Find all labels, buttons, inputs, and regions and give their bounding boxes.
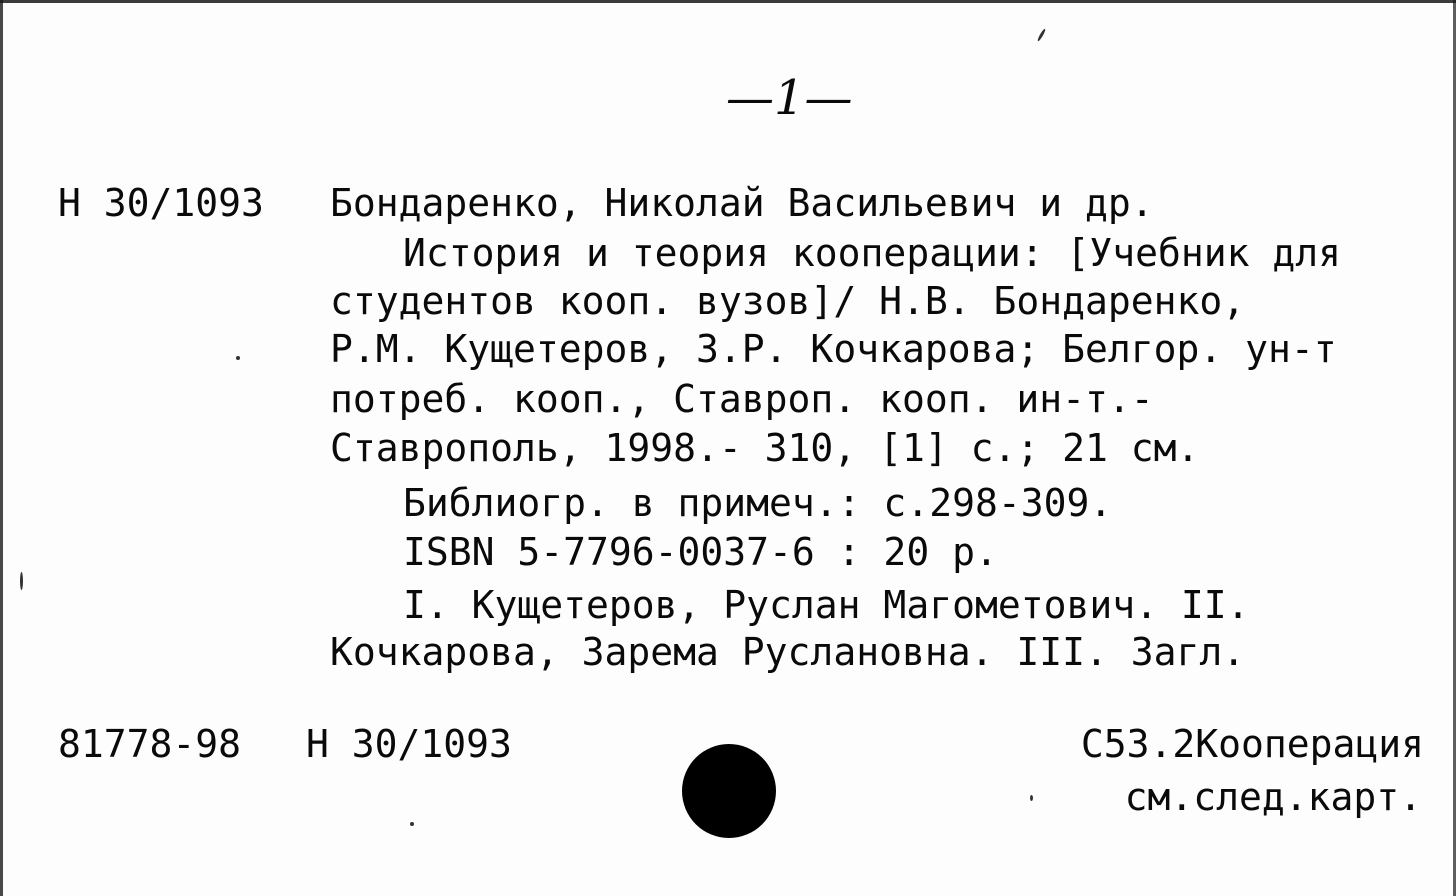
card-left-edge (0, 0, 3, 896)
card-top-edge (0, 0, 1456, 3)
title-line: История и теория кооперации: [Учебник для (403, 231, 1341, 275)
tracing-line: Кочкарова, Зарема Руслановна. III. Загл. (330, 630, 1246, 674)
tracing-line: I. Кущетеров, Руслан Магометович. II. (403, 583, 1250, 627)
classification-code: С53.2Кооперация (1080, 722, 1424, 766)
scan-speck (20, 572, 23, 590)
shelfmark-bottom: Н 30/1093 (306, 722, 512, 766)
title-line: потреб. кооп., Ставроп. кооп. ин-т.- (330, 377, 1154, 421)
accession-number: 81778-98 (58, 722, 242, 766)
shelfmark: Н 30/1093 (58, 181, 264, 225)
author-heading: Бондаренко, Николай Васильевич и др. (330, 181, 1154, 225)
punch-hole (682, 744, 776, 838)
scan-speck (1030, 795, 1033, 801)
scan-speck (1037, 28, 1047, 42)
title-line: Р.М. Кущетеров, З.Р. Кочкарова; Белгор. ун-т (330, 327, 1337, 371)
scan-speck (236, 356, 240, 360)
scan-speck (410, 822, 414, 826)
continued-note: см.след.карт. (1124, 775, 1422, 819)
page-number: —1— (726, 70, 853, 126)
title-line: студентов кооп. вузов]/ Н.В. Бондаренко, (330, 279, 1246, 323)
title-line: Ставрополь, 1998.- 310, [1] с.; 21 см. (330, 426, 1200, 470)
bibliography-note: Библиогр. в примеч.: с.298-309. (403, 481, 1113, 525)
isbn-line: ISBN 5-7796-0037-6 : 20 р. (403, 530, 998, 574)
